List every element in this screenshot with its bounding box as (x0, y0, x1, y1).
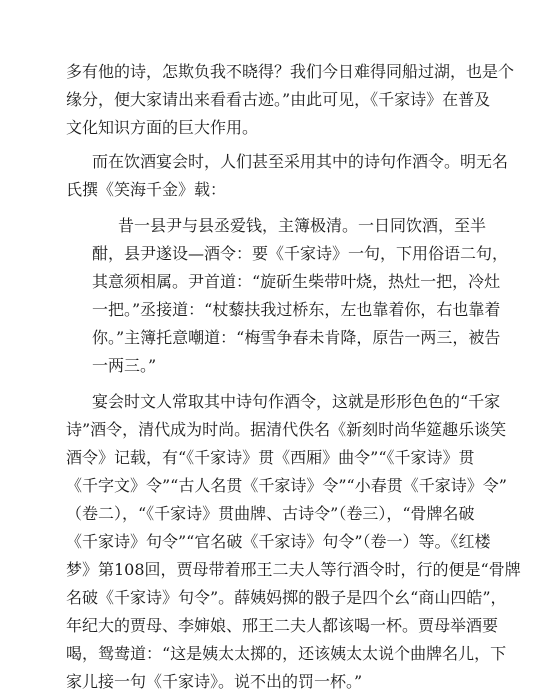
paragraph-3-line-10: 喝，鸳鸯道：“这是姨太太掷的，还该姨太太说个曲牌名儿，下 (66, 644, 507, 663)
quote-line-6: 一两三。” (92, 356, 157, 375)
quote-line-5: 你。”主簿托意嘲道：“梅雪争春未肯降，原告一两三，被告 (92, 328, 501, 347)
paragraph-1-line-1: 多有他的诗，怎欺负我不晓得？我们今日难得同船过湖，也是个 (66, 62, 515, 81)
paragraph-3-line-3: 酒令》记载，有“《千家诗》贯《西厢》曲令”“《千家诗》贯 (66, 448, 475, 467)
paragraph-3-line-8: 名破《千家诗》句令”。薛姨妈掷的骰子是四个幺“商山四皓”， (66, 588, 507, 607)
paragraph-3-line-9: 年纪大的贾母、李婶娘、邢王二夫人都该喝一杯。贾母举酒要 (66, 616, 499, 635)
paragraph-3-line-4: 《千字文》令”“古人名贯《千家诗》令”“小春贯《千家诗》令” (66, 476, 507, 495)
paragraph-2-line-2: 氏撰《笑海千金》载： (66, 180, 227, 199)
quote-line-2: 酣，县尹遂设—酒令：要《千家诗》一句，下用俗语二句， (92, 244, 509, 263)
paragraph-1-line-2: 缘分，便大家请出来看看古迹。”由此可见，《千家诗》在普及 (66, 90, 491, 109)
quote-line-1: 昔一县尹与县丞爱钱，主簿极清。一日同饮酒，至半 (118, 216, 487, 235)
paragraph-3-line-1: 宴会时文人常取其中诗句作酒令，这就是形形色色的“千家 (92, 392, 501, 411)
paragraph-3-line-7: 梦》第108回，贾母带着邢王二夫人等行酒令时，行的便是“骨牌 (66, 560, 521, 579)
paragraph-1-line-3: 文化知识方面的巨大作用。 (66, 118, 259, 137)
quote-line-4: 一把。”丞接道：“杖藜扶我过桥东，左也靠着你，右也靠着 (92, 300, 501, 319)
paragraph-3-line-11: 家儿接一句《千家诗》。说不出的罚一杯。” (66, 672, 363, 691)
quote-line-3: 其意须相属。尹首道：“旋斫生柴带叶烧，热灶一把，冷灶 (92, 272, 501, 291)
paragraph-3-line-2: 诗”酒令，清代成为时尚。据清代佚名《新刻时尚华筵趣乐谈笑 (66, 420, 507, 439)
paragraph-3-line-6: 《千家诗》句令”“官名破《千家诗》句令”（卷一）等。《红楼 (66, 532, 491, 551)
paragraph-2-line-1: 而在饮酒宴会时，人们甚至采用其中的诗句作酒令。明无名 (92, 152, 509, 171)
paragraph-3-line-5: （卷二），“《千家诗》贯曲牌、古诗令”（卷三），“骨牌名破 (66, 504, 475, 523)
